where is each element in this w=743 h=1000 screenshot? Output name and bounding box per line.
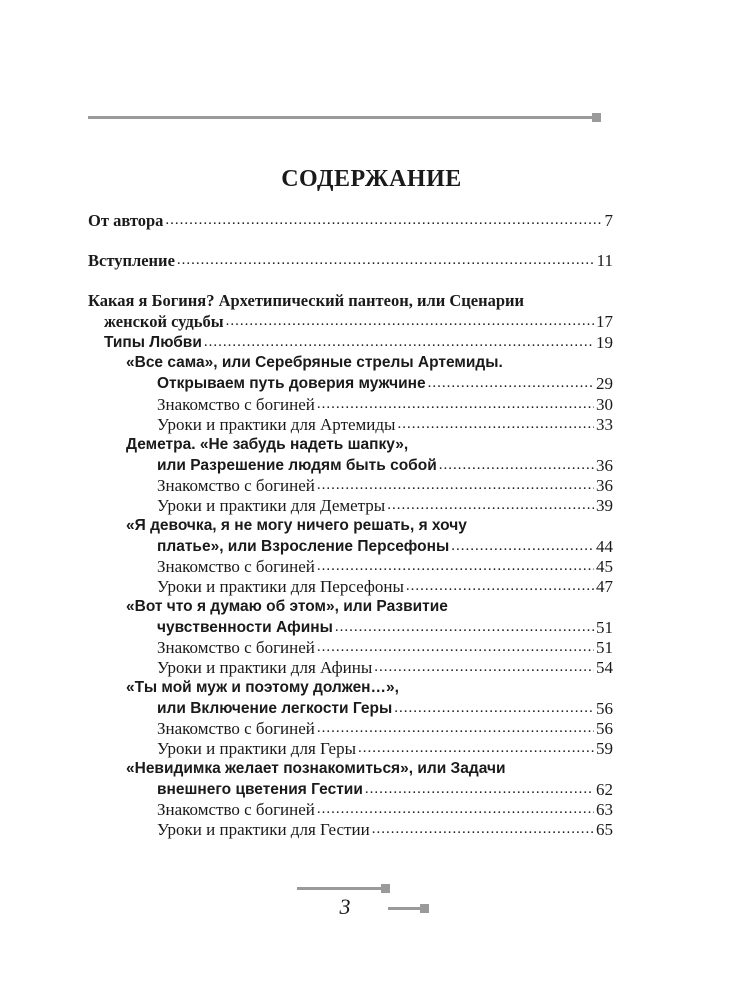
toc-entry-title: Знакомство с богиней <box>157 638 315 657</box>
toc-entry-page: 62 <box>596 780 613 799</box>
toc-entry-page: 65 <box>596 820 613 839</box>
toc-leader <box>397 414 594 435</box>
toc-entry-title: женской судьбы <box>104 312 224 331</box>
toc-leader <box>177 250 595 271</box>
toc-entry-title: или Включение легкости Геры <box>157 700 393 717</box>
toc-entry[interactable] <box>157 536 613 557</box>
toc-leader <box>204 332 594 353</box>
toc-entry-title-line1[interactable]: Деметра. «Не забудь надеть шапку», <box>126 436 409 453</box>
toc-entry-page: 59 <box>596 739 613 758</box>
toc-leader <box>317 799 594 820</box>
toc-entry-title: Знакомство с богиней <box>157 800 315 819</box>
toc-leader <box>317 637 594 658</box>
toc-entry-page: 36 <box>596 456 613 475</box>
bottom-decorative-rule <box>388 907 420 910</box>
toc-entry-page: 63 <box>596 800 613 819</box>
toc-leader <box>374 657 594 678</box>
toc-entry-title-line1[interactable]: Какая я Богиня? Архетипический пантеон, или Сценарии <box>88 291 525 310</box>
toc-entry-page: 30 <box>596 395 613 414</box>
toc-entry-page: 17 <box>596 312 613 331</box>
toc-leader <box>394 698 594 719</box>
toc-leader <box>406 576 594 597</box>
toc-entry[interactable] <box>88 250 613 271</box>
toc-entry-page: 44 <box>596 537 613 556</box>
toc-leader <box>358 738 594 759</box>
toc-entry-title: Знакомство с богиней <box>157 719 315 738</box>
toc-entry-title: чувственности Афины <box>157 619 333 636</box>
toc-leader <box>451 536 594 557</box>
bottom-decorative-rule <box>297 887 381 890</box>
bottom-decorative-square <box>381 884 390 893</box>
toc-entry-title: Уроки и практики для Артемиды <box>157 415 396 434</box>
bottom-decorative-square <box>420 904 429 913</box>
toc-entry-title: Типы Любви <box>104 334 202 351</box>
toc-entry-title-line1[interactable]: «Ты мой муж и поэтому должен…», <box>126 679 399 696</box>
toc-leader <box>428 373 594 394</box>
toc-entry[interactable] <box>157 576 613 597</box>
toc-entry-title: Открываем путь доверия мужчине <box>157 375 426 392</box>
toc-entry[interactable] <box>157 373 613 394</box>
toc-entry-page: 19 <box>596 333 613 352</box>
toc-entry[interactable] <box>104 332 613 353</box>
toc-entry-title-line1[interactable]: «Вот что я думаю об этом», или Развитие <box>126 598 448 615</box>
toc-entry[interactable] <box>157 657 613 678</box>
toc-entry-title: Знакомство с богиней <box>157 476 315 495</box>
toc-entry[interactable] <box>157 738 613 759</box>
toc-entry[interactable] <box>157 455 613 476</box>
toc-entry-page: 45 <box>596 557 613 576</box>
toc-leader <box>317 475 594 496</box>
toc-entry-title: Уроки и практики для Гестии <box>157 820 370 839</box>
toc-leader <box>317 718 594 739</box>
toc-leader <box>317 556 594 577</box>
toc-entry-page: 39 <box>596 496 613 515</box>
toc-entry-title-line1[interactable]: «Все сама», или Серебряные стрелы Артемиды. <box>126 354 503 371</box>
toc-entry-page: 47 <box>596 577 613 596</box>
toc-entry-title: Уроки и практики для Персефоны <box>157 577 404 596</box>
toc-leader <box>335 617 594 638</box>
toc-leader <box>439 455 594 476</box>
toc-entry[interactable] <box>157 799 613 820</box>
toc-entry-page: 29 <box>596 374 613 393</box>
toc-entry[interactable] <box>104 311 613 332</box>
toc-entry-page: 33 <box>596 415 613 434</box>
toc-entry[interactable] <box>157 556 613 577</box>
toc-leader <box>365 779 594 800</box>
toc-leader <box>372 819 594 840</box>
toc-entry-page: 56 <box>596 699 613 718</box>
toc-entry-title: платье», или Взросление Персефоны <box>157 538 450 555</box>
toc-entry[interactable] <box>157 394 613 415</box>
toc-entry[interactable] <box>157 414 613 435</box>
toc-entry-title: Знакомство с богиней <box>157 557 315 576</box>
top-decorative-rule <box>88 116 592 119</box>
toc-entry[interactable] <box>157 698 613 719</box>
page-number: 3 <box>339 894 351 919</box>
toc-entry-page: 51 <box>596 638 613 657</box>
toc-leader <box>165 210 602 231</box>
toc-entry-page: 11 <box>596 251 613 270</box>
toc-entry-page: 51 <box>596 618 613 637</box>
toc-entry-page: 56 <box>596 719 613 738</box>
toc-entry[interactable] <box>157 617 613 638</box>
toc-entry[interactable] <box>157 637 613 658</box>
page-title: СОДЕРЖАНИЕ <box>281 166 462 192</box>
toc-entry-page: 7 <box>604 211 613 230</box>
toc-entry-page: 36 <box>596 476 613 495</box>
toc-entry-page: 54 <box>596 658 613 677</box>
toc-entry-title: Знакомство с богиней <box>157 395 315 414</box>
toc-entry[interactable] <box>157 779 613 800</box>
toc-entry-title: Вступление <box>88 251 175 270</box>
toc-entry[interactable] <box>88 210 613 231</box>
top-decorative-square <box>592 113 601 122</box>
toc-entry-title: Уроки и практики для Афины <box>157 658 373 677</box>
toc-leader <box>317 394 594 415</box>
toc-entry[interactable] <box>157 475 613 496</box>
toc-entry-title-line1[interactable]: «Невидимка желает познакомиться», или Задачи <box>126 760 506 777</box>
toc-entry-title: Уроки и практики для Деметры <box>157 496 386 515</box>
toc-entry-title: внешнего цветения Гестии <box>157 781 363 798</box>
toc-entry[interactable] <box>157 819 613 840</box>
toc-entry[interactable] <box>157 718 613 739</box>
toc-entry-title: Уроки и практики для Геры <box>157 739 357 758</box>
toc-leader <box>226 311 594 332</box>
toc-entry[interactable] <box>157 495 613 516</box>
toc-entry-title: От автора <box>88 211 164 230</box>
toc-entry-title-line1[interactable]: «Я девочка, я не могу ничего решать, я хочу <box>126 517 467 534</box>
toc-leader <box>387 495 594 516</box>
toc-entry-title: или Разрешение людям быть собой <box>157 457 437 474</box>
